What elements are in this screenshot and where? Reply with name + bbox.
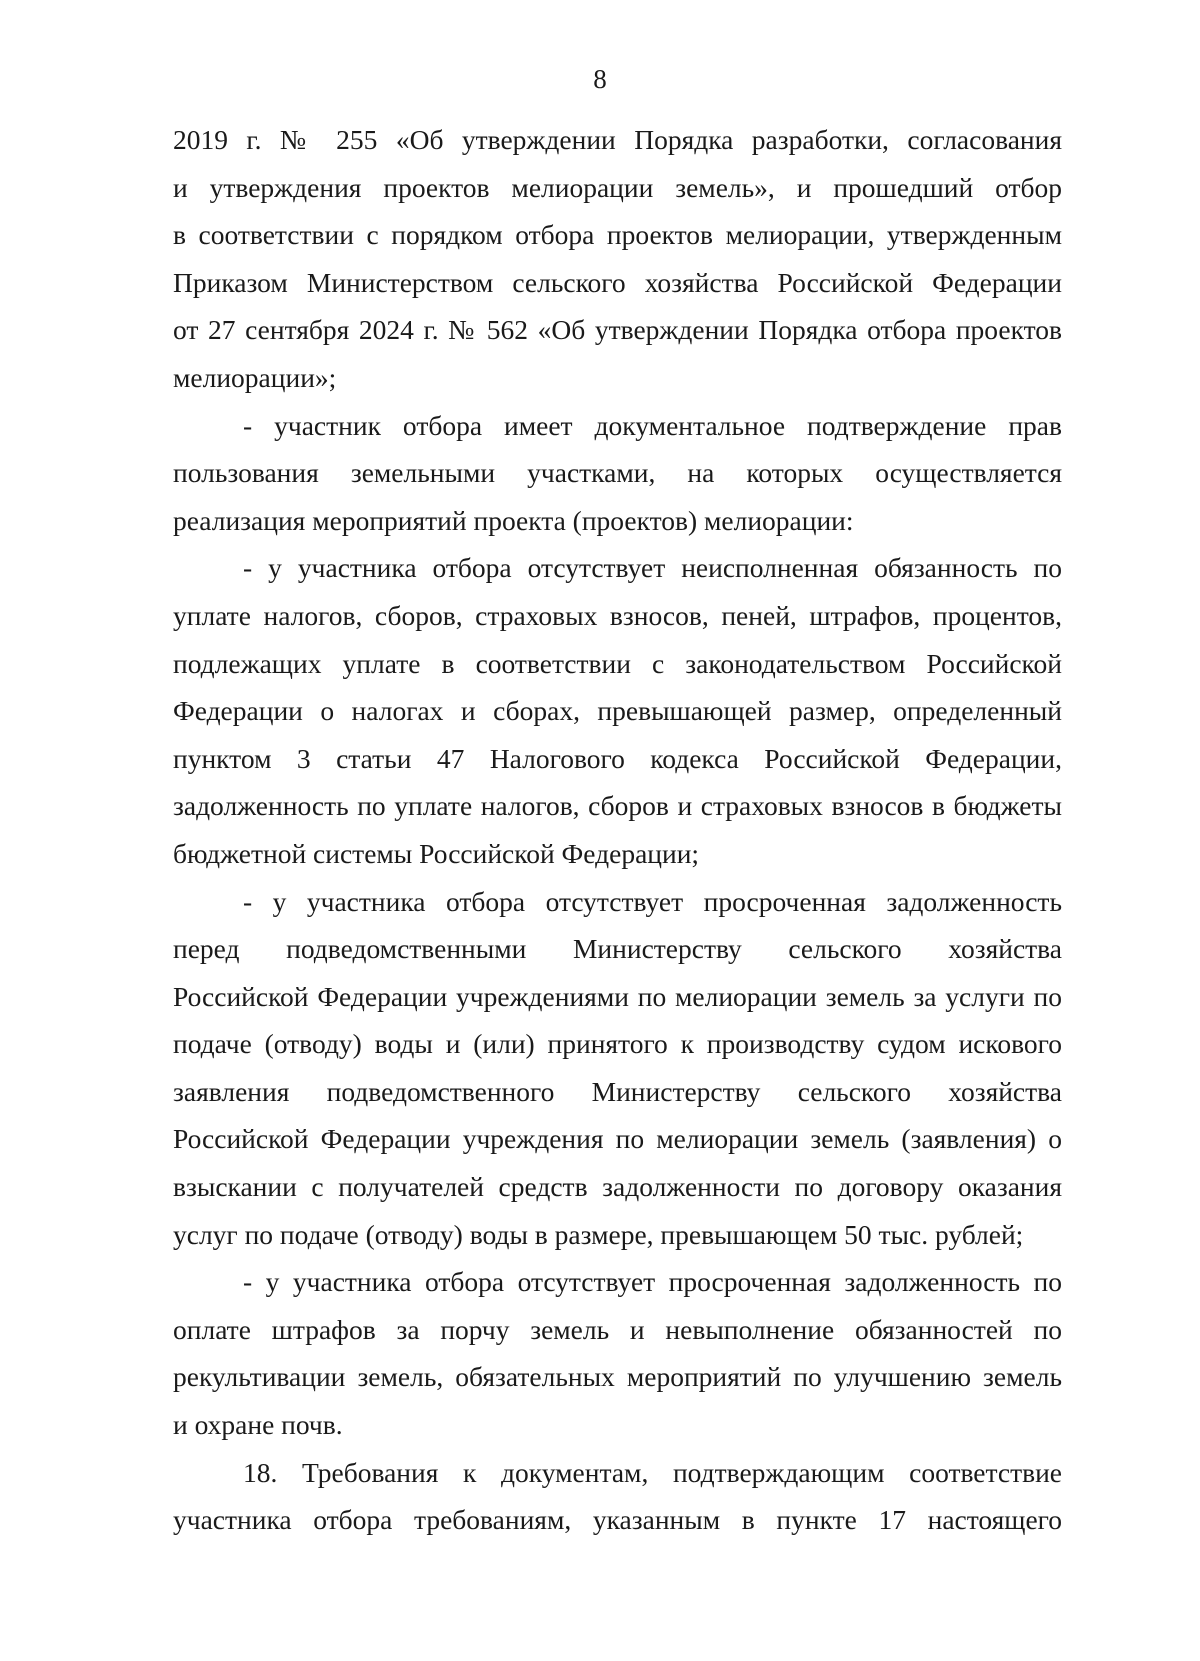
text-line: Приказом Министерством сельского хозяйства Российской Федерации: [173, 266, 1062, 298]
text-line: уплате налогов, сборов, страховых взносов, пеней, штрафов, процентов,: [173, 599, 1062, 631]
page-number: 8: [593, 64, 607, 94]
text-line: взыскании с получателей средств задолженности по договору оказания: [173, 1171, 1062, 1203]
text-line: реализация мероприятий проекта (проектов) мелиорации:: [173, 504, 854, 536]
text-line: бюджетной системы Российской Федерации;: [173, 837, 700, 869]
text-line: и охране почв.: [173, 1409, 343, 1441]
text-line: услуг по подаче (отводу) воды в размере, превышающем 50 тыс. рублей;: [173, 1218, 1024, 1250]
text-line: 2019 г. № 255 «Об утверждении Порядка разработки, согласования: [173, 124, 1062, 155]
text-line: - у участника отбора отсутствует просроченная задолженность по: [243, 1266, 1062, 1298]
text-line: задолженность по уплате налогов, сборов и страховых взносов в бюджеты: [173, 790, 1062, 822]
text-line: 18. Требования к документам, подтверждающим соответствие: [243, 1456, 1062, 1488]
text-line: в соответствии с порядком отбора проектов мелиорации, утвержденным: [173, 219, 1062, 251]
text-line: Российской Федерации учреждениями по мелиорации земель за услуги по: [173, 980, 1062, 1012]
text-line: оплате штрафов за порчу земель и невыполнение обязанностей по: [173, 1313, 1062, 1345]
text-line: от 27 сентября 2024 г. № 562 «Об утверждении Порядка отбора проектов: [173, 314, 1062, 346]
document-body: [173, 116, 1062, 1544]
text-line: рекультивации земель, обязательных мероприятий по улучшению земель: [173, 1361, 1062, 1393]
text-line: мелиорации»;: [173, 361, 337, 393]
text-line: подаче (отводу) воды и (или) принятого к производству судом искового: [173, 1028, 1062, 1060]
text-line: Российской Федерации учреждения по мелиорации земель (заявления) о: [173, 1123, 1062, 1155]
text-line: Федерации о налогах и сборах, превышающей размер, определенный: [173, 695, 1062, 727]
text-line: пунктом 3 статьи 47 Налогового кодекса Российской Федерации,: [173, 742, 1062, 774]
text-line: подлежащих уплате в соответствии с законодательством Российской: [173, 647, 1062, 679]
text-line: - у участника отбора отсутствует неисполненная обязанность по: [243, 552, 1062, 584]
text-line: участника отбора требованиям, указанным в пункте 17 настоящего: [173, 1504, 1062, 1536]
text-line: перед подведомственными Министерству сельского хозяйства: [173, 933, 1062, 965]
text-line: заявления подведомственного Министерству сельского хозяйства: [173, 1075, 1062, 1107]
text-line: и утверждения проектов мелиорации земель», и прошедший отбор: [173, 171, 1062, 203]
text-line: пользования земельными участками, на которых осуществляется: [173, 457, 1062, 489]
text-line: - участник отбора имеет документальное подтверждение прав: [243, 409, 1062, 441]
text-line: - у участника отбора отсутствует просроченная задолженность: [243, 885, 1062, 917]
